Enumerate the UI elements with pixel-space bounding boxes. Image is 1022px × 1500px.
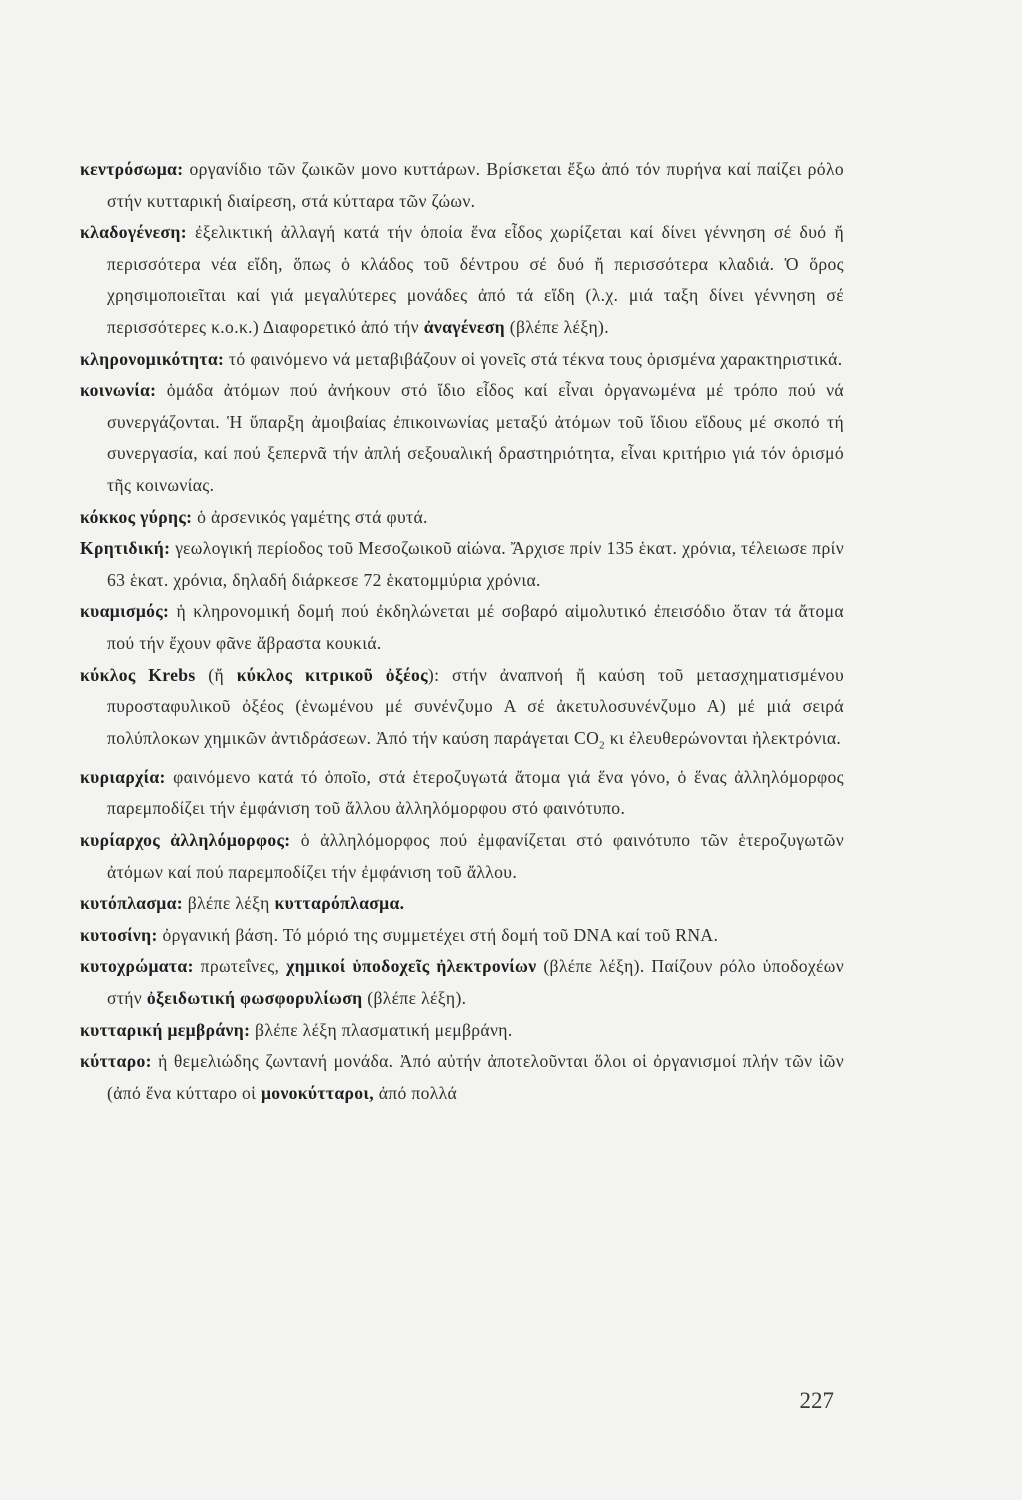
entry-term: κυτταρική μεμβράνη: [80,1019,251,1040]
entry-term: κληρονομικότητα: [80,348,225,369]
glossary-entry [80,1015,844,1047]
entry-definition: γεωλογική περίοδος τοῦ Μεσοζωικοῦ αἰώνα. Ἄρχισε πρίν 135 ἑκατ. χρόνια, τέλειωσε πρίν 63 ἑκατ. χρόνια, δηλαδή διάρκεσε 72 ἑκατομμύρια χρόνια. [107,538,844,590]
entry-definition: πρωτεΐνες, [200,956,280,977]
entry-definition: ὁμάδα ἀτόμων πού ἀνήκουν στό ἴδιο εἶδος καί εἶναι ὀργανωμένα μέ τρόπο πού νά συνεργάζονται. Ἡ ὕπαρξη ἀμοιβαίας ἐπικοινωνίας μεταξύ ἀτόμων τοῦ ἴδιου εἴδους μέ σκοπό τή συνεργασία, καί πού ξεπερνᾶ τήν ἁπλή σεξουαλική δραστηριότητα, εἶναι κριτήριο γιά τόν ὁρισμό τῆς κοινωνίας. [107,380,844,495]
glossary-entry [80,344,844,376]
glossary-entry [80,502,844,534]
chemical-formula: $CO_2$ [574,727,606,752]
glossary-entry [80,533,844,596]
entry-definition: ἡ κληρονομική δομή πού ἐκδηλώνεται μέ σοβαρό αἱμολυτικό ἐπεισόδιο ὅταν τά ἄτομα πού τήν ἔχουν φᾶνε ἄβραστα κουκιά. [107,601,844,653]
paren-close: ): [427,664,440,685]
entry-term: κυτόπλασμα: [80,893,183,914]
entry-term: κύτταρο: [80,1051,152,1072]
glossary-entry [80,154,844,217]
entry-definition-cont: κι ἐλευθερώνονται ἠλεκτρόνια. [609,727,842,748]
entry-term: κλαδογένεση: [80,222,187,243]
entry-definition: ὁ ἀλληλόμορφος πού ἐμφανίζεται στό φαινότυπο τῶν ἑτεροζυγωτῶν ἀτόμων καί πού παρεμποδίζει τήν ἐμφάνιση τοῦ ἄλλου. [107,829,845,882]
entry-definition: τό φαινόμενο νά μεταβιβάζουν οἱ γονεῖς στά τέκνα τους ὁρισμένα χαρακτηριστικά. [229,348,843,369]
cross-reference: κυτταρόπλασμα. [274,893,405,914]
glossary-entry [80,951,844,1014]
entry-definition: ὁ ἀρσενικός γαμέτης στά φυτά. [197,506,428,527]
glossary-entry [80,762,844,825]
cross-reference: χημικοί ὑποδοχεῖς ἠλεκτρονίων [286,956,537,977]
page-number: 227 [799,1388,834,1413]
glossary-entry [80,1046,844,1109]
entry-term: κυρίαρχος ἀλληλόμορφος: [80,829,291,850]
glossary-entry [80,375,844,501]
entry-definition-cont: ἀπό πολλά [378,1082,458,1103]
entry-term: κοινωνία: [80,380,157,401]
entry-definition: βλέπε λέξη πλασματική μεμβράνη. [255,1019,513,1040]
entry-definition: οργανίδιο τῶν ζωικῶν μονο κυττάρων. Βρίσκεται ἔξω ἀπό τόν πυρήνα καί παίζει ρόλο στήν κυτταρική διαίρεση, στά κύτταρα τῶν ζώων. [107,159,844,211]
glossary-entry [80,660,844,762]
alternate-term: κύκλος κιτρικοῦ ὀξέος [236,664,428,685]
glossary-page [80,154,844,1109]
entry-definition: ὀργανική βάση. Τό μόριό της συμμετέχει στή δομή τοῦ DNA καί τοῦ RNA. [162,924,719,945]
cross-reference: μονοκύτταροι, [260,1082,374,1103]
entry-term: κεντρόσωμα: [80,159,184,179]
entry-definition-cont: (βλέπε λέξη). [509,316,609,337]
glossary-entry [80,825,844,888]
entry-definition: στήν ἀναπνοή ἤ καύση τοῦ μετασχηματισμένου πυροσταφυλικοῦ ὀξέος (ἑνωμένου μέ συνένζυμο Α σέ ἀκετυλοσυνένζυμο Α) μέ μιά σειρά πολύπλοκων χημικῶν ἀντιδράσεων. Ἀπό τήν καύση παράγεται [107,664,845,748]
entry-term: κυτοχρώματα: [80,956,194,977]
entry-definition: ἡ θεμελιώδης ζωντανή μονάδα. Ἀπό αὐτήν ἀποτελοῦνται ὅλοι οἱ ὀργανισμοί πλήν τῶν ἰῶν (ἀπό ἕνα κύτταρο οἱ [107,1051,845,1103]
entry-term: κυαμισμός: [80,601,170,622]
entry-definition: φαινόμενο κατά τό ὁποῖο, στά ἑτεροζυγωτά ἄτομα γιά ἕνα γόνο, ὁ ἕνας ἀλληλόμορφος παρεμποδίζει τήν ἐμφάνιση τοῦ ἄλλου ἀλληλόμορφου στό φαινότυπο. [107,766,844,819]
glossary-entry [80,920,844,952]
glossary-entry [80,596,844,659]
cross-reference: ἀναγένεση [423,316,506,337]
cross-reference: ὀξειδωτική φωσφορυλίωση [146,987,363,1008]
entry-term: κυτοσίνη: [80,924,158,945]
entry-definition-cont: (βλέπε λέξη). Παίζουν ρόλο ὑποδοχέων στήν [107,956,845,1008]
entry-term: κύκλος Krebs [80,664,196,685]
entry-definition: βλέπε λέξη [187,893,270,914]
glossary-entry [80,217,844,343]
entry-term: Κρητιδική: [80,538,171,559]
glossary-entry [80,888,844,920]
entry-definition: ἐξελικτική ἀλλαγή κατά τήν ὁποία ἕνα εἶδος χωρίζεται καί δίνει γέννηση σέ δυό ἤ περισσότερα νέα εἴδη, ὅπως ὁ κλάδος τοῦ δέντρου σέ δυό ἤ περισσότερα κλαδιά. Ὁ ὅρος χρησιμοποιεῖται καί γιά μεγαλύτερες μονάδες ἀπό τά εἴδη (λ.χ. μιά ταξη δίνει γέννηση σέ περισσότερες κ.ο.κ.) Διαφορετικό ἀπό τήν [107,222,844,337]
entry-term: κόκκος γύρης: [80,506,193,527]
paren-open: (ἤ [208,664,225,685]
entry-definition-cont: (βλέπε λέξη). [367,987,467,1008]
entry-term: κυριαρχία: [80,766,166,787]
